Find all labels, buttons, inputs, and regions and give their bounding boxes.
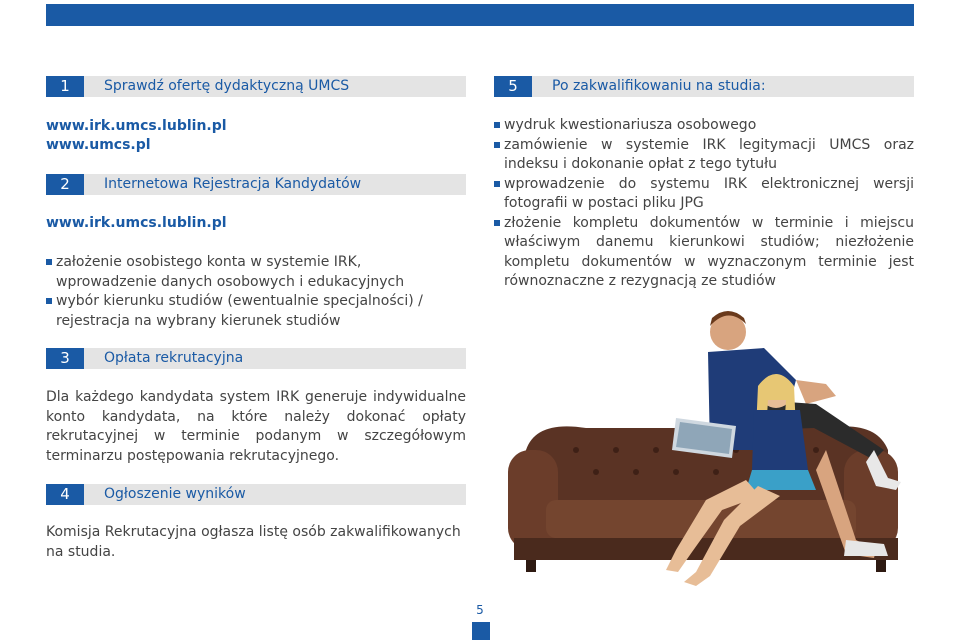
list-item: złożenie kompletu dokumentów w terminie i miejscu właściwym danemu kierunkowi studiów; niezłożenie kompletu dokumentów w wyznaczonym terminie jest równoznaczne z rezygnacją ze studiów xyxy=(494,214,914,292)
step-1-header xyxy=(46,76,466,97)
bullet-icon xyxy=(46,259,52,265)
page-marker xyxy=(472,622,490,640)
step-title: Po zakwalifikowaniu na studia: xyxy=(552,78,766,94)
list-item: wydruk kwestionariusza osobowego xyxy=(494,116,914,136)
bullet-icon xyxy=(494,142,500,148)
umcs-link[interactable]: www.umcs.pl xyxy=(46,137,151,153)
step-2-header xyxy=(46,174,466,195)
step-4-header xyxy=(46,484,466,505)
header-bar xyxy=(46,4,914,26)
step-title: Ogłoszenie wyników xyxy=(104,486,246,502)
list-item: wybór kierunku studiów (ewentualnie specjalności) / rejestracja na wybrany kierunek studiów xyxy=(46,292,466,331)
step-4-text: Komisja Rekrutacyjna ogłasza listę osób zakwalifikowanych na studia. xyxy=(46,524,461,560)
step-5-list xyxy=(494,116,914,292)
students-sofa-photo xyxy=(496,300,916,600)
step-2-list xyxy=(46,253,466,331)
bullet-icon xyxy=(494,181,500,187)
step-number: 3 xyxy=(46,348,84,369)
step-title: Sprawdź ofertę dydaktyczną UMCS xyxy=(104,78,350,94)
page-number: 5 xyxy=(476,603,484,617)
step-number: 5 xyxy=(494,76,532,97)
bullet-icon xyxy=(494,122,500,128)
step-title: Opłata rekrutacyjna xyxy=(104,350,244,366)
step-number: 4 xyxy=(46,484,84,505)
step-number: 2 xyxy=(46,174,84,195)
step-3-text: Dla każdego kandydata system IRK generuje indywidualne konto kandydata, na które należy dokonać opłaty rekrutacyjnej w terminie podanym w szczegółowym terminarzu postępowania rekrutacyjnego. xyxy=(46,389,466,464)
bullet-icon xyxy=(46,298,52,304)
irk-link-2[interactable]: www.irk.umcs.lublin.pl xyxy=(46,215,227,231)
step-3-header xyxy=(46,348,466,369)
list-item: zamówienie w systemie IRK legitymacji UMCS oraz indeksu i dokonanie opłat z tego tytułu xyxy=(494,136,914,175)
list-item: założenie osobistego konta w systemie IRK, wprowadzenie danych osobowych i edukacyjnych xyxy=(46,253,466,292)
bullet-icon xyxy=(494,220,500,226)
step-number: 1 xyxy=(46,76,84,97)
step-title: Internetowa Rejestracja Kandydatów xyxy=(104,176,362,192)
step-5-header xyxy=(494,76,914,97)
list-item: wprowadzenie do systemu IRK elektronicznej wersji fotografii w postaci pliku JPG xyxy=(494,175,914,214)
irk-link[interactable]: www.irk.umcs.lublin.pl xyxy=(46,118,227,134)
